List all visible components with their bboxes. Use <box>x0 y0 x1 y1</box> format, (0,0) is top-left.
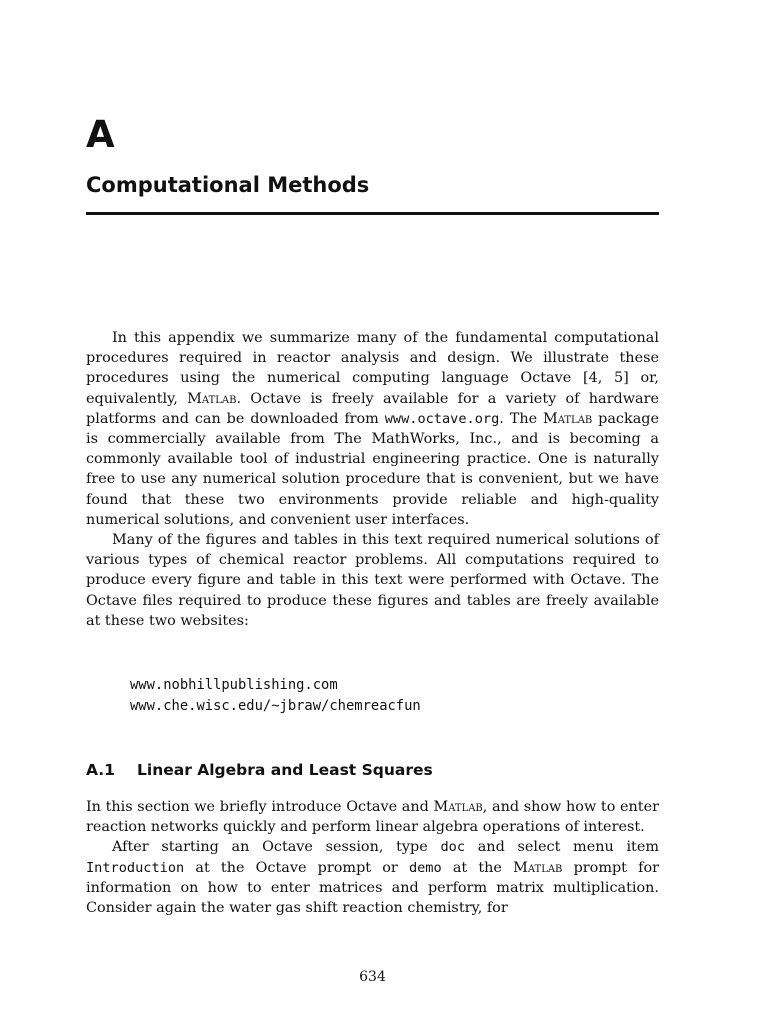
code-introduction: Introduction <box>86 859 185 876</box>
octave-url: www.octave.org <box>384 410 500 427</box>
website-list <box>130 675 421 717</box>
code-demo: demo <box>408 859 442 876</box>
section-p1-text-1: In this section we briefly introduce Octave and <box>86 799 434 815</box>
chapter-letter: A <box>86 113 115 156</box>
section-p2-text-2: and select menu item <box>465 839 659 856</box>
intro-p1-text-3: . The <box>499 410 543 427</box>
section-title: Linear Algebra and Least Squares <box>137 761 433 779</box>
book-page <box>86 0 659 1024</box>
section-text <box>86 797 659 918</box>
section-p2-text-1: After starting an Octave session, type <box>112 839 441 856</box>
code-doc: doc <box>440 839 466 856</box>
section-paragraph-1 <box>86 797 659 837</box>
matlab-name: Matlab <box>433 799 483 815</box>
section-number: A.1 <box>86 761 115 779</box>
page-number: 634 <box>359 969 386 985</box>
intro-p1-text-1: In this appendix we summarize many of the fundamental computational procedures required in reactor analysis and design. We illustrate these procedures using the numerical computing language Octave [4, 5] or, equivalently, <box>86 330 659 407</box>
section-heading <box>86 759 433 781</box>
chapter-rule <box>86 212 659 215</box>
section-p2-text-5: prompt for information on how to enter matrices and perform matrix multiplication. Consider again the water gas shift reaction chemistry, for <box>86 859 659 917</box>
website-url: www.che.wisc.edu/~jbraw/chemreacfun <box>130 698 421 714</box>
matlab-name: Matlab <box>513 859 563 876</box>
intro-p1-text-4: package is commercially available from The MathWorks, Inc., and is becoming a commonly available tool of industrial engineering practice. One is naturally free to use any numerical solution procedure that is convenient, but we have found that these two environments provide reliable and high-quality numerical solutions, and convenient user interfaces. <box>86 410 660 528</box>
matlab-name: Matlab <box>542 410 593 427</box>
website-url: www.nobhillpublishing.com <box>130 677 338 693</box>
matlab-name: Matlab <box>187 390 237 407</box>
intro-p1-text-2: . Octave is freely available for a variety of hardware platforms and can be downloaded from <box>86 390 660 427</box>
intro-paragraph-1 <box>86 328 659 530</box>
section-paragraph-2 <box>86 837 659 918</box>
intro-text <box>86 328 659 631</box>
chapter-title: Computational Methods <box>86 173 370 197</box>
section-p2-text-4: at the <box>441 859 514 876</box>
section-p2-text-3: at the Octave prompt or <box>184 859 409 876</box>
intro-paragraph-2: Many of the figures and tables in this text required numerical solutions of various types of chemical reactor problems. All computations required to produce every figure and table in this text were performed with Octave. The Octave files required to produce these figures and tables are freely available at these two websites: <box>86 532 659 629</box>
section-p1-text-2: , and show how to enter reaction networks quickly and perform linear algebra operations of interest. <box>86 799 659 836</box>
